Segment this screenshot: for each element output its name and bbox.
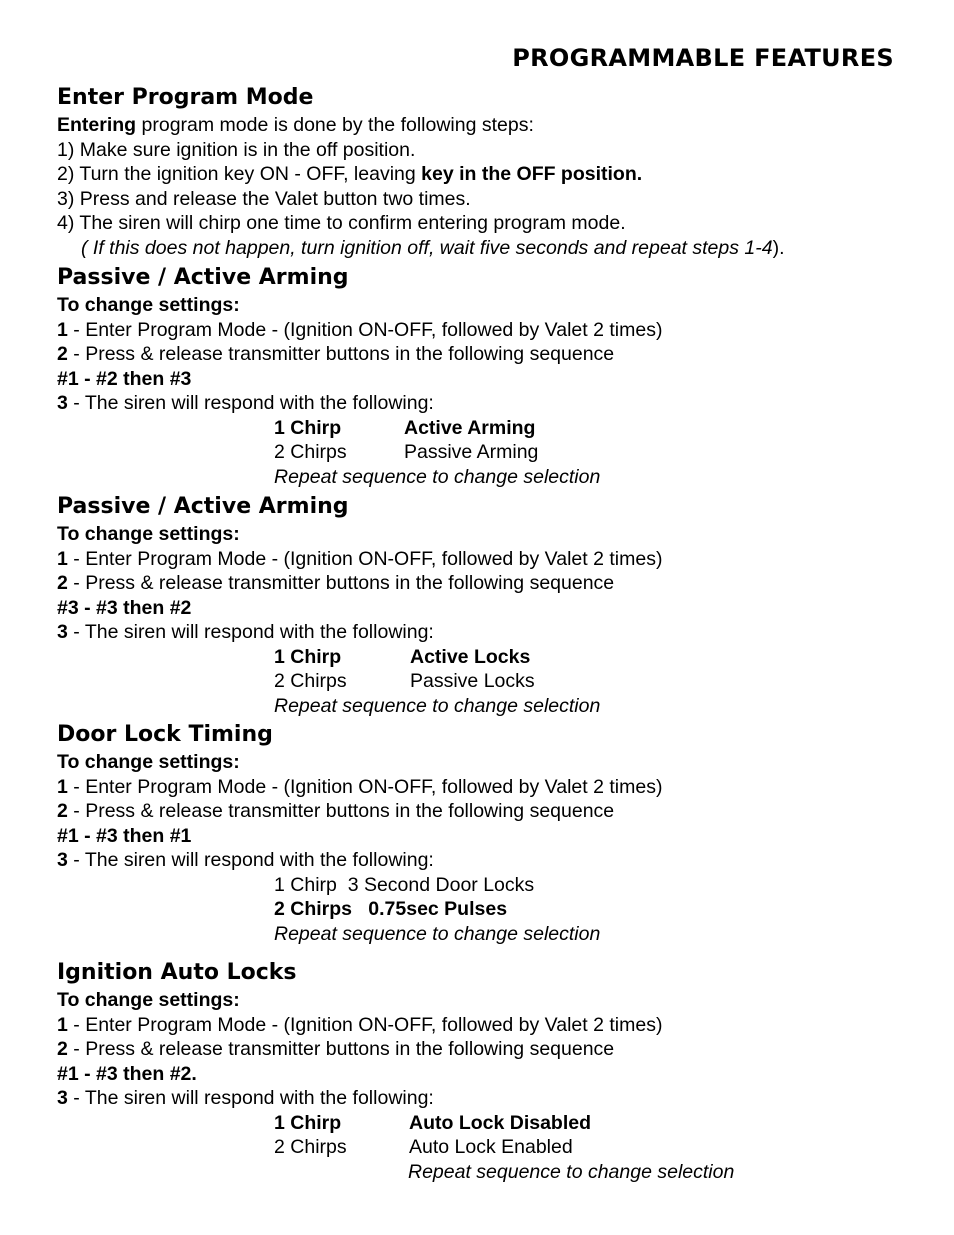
chirp-count: 2 Chirps bbox=[274, 1136, 347, 1158]
intro-bold: Entering bbox=[57, 114, 137, 136]
instruction-1 bbox=[57, 318, 917, 343]
repeat-note bbox=[57, 465, 917, 490]
chirp-option-text: 1 Chirp 3 Second Door Locks bbox=[274, 873, 535, 896]
step-number: 3 bbox=[57, 621, 68, 643]
to-change-label: To change settings: bbox=[57, 523, 240, 545]
to-change-label: To change settings: bbox=[57, 751, 240, 773]
button-sequence: #3 - #3 then #2 bbox=[57, 596, 192, 619]
section-title: Passive / Active Arming bbox=[57, 494, 349, 519]
option-1-chirp bbox=[57, 645, 917, 670]
chirp-result: Active Arming bbox=[404, 416, 536, 439]
instruction-1 bbox=[57, 547, 917, 572]
instruction-3 bbox=[57, 620, 917, 645]
step-number: 2 bbox=[57, 572, 68, 594]
step-2-text: 2) Turn the ignition key ON - OFF, leaving bbox=[57, 163, 422, 185]
to-change-label: To change settings: bbox=[57, 989, 240, 1011]
section-passive-active-locks bbox=[57, 492, 917, 718]
step-number: 2 bbox=[57, 343, 68, 365]
step-text: - Enter Program Mode - (Ignition ON-OFF, followed by Valet 2 times) bbox=[67, 1013, 663, 1036]
step-text: - Enter Program Mode - (Ignition ON-OFF, followed by Valet 2 times) bbox=[67, 775, 663, 798]
repeat-text: Repeat sequence to change selection bbox=[274, 922, 601, 945]
chirp-option-text: 2 Chirps 0.75sec Pulses bbox=[274, 898, 508, 920]
section-title: Passive / Active Arming bbox=[57, 265, 349, 290]
instruction-2 bbox=[57, 1037, 917, 1062]
note-italic: ( If this does not happen, turn ignition off, wait five seconds and repeat steps 1-4 bbox=[81, 236, 773, 259]
step-text: - The siren will respond with the following: bbox=[67, 621, 434, 643]
instruction-3 bbox=[57, 391, 917, 416]
instruction-2 bbox=[57, 799, 917, 824]
button-sequence: #1 - #3 then #1 bbox=[57, 824, 192, 847]
step-1: 1) Make sure ignition is in the off position. bbox=[57, 138, 416, 161]
section-title: Enter Program Mode bbox=[57, 85, 314, 110]
repeat-text: Repeat sequence to change selection bbox=[408, 1160, 735, 1183]
chirp-result: Passive Arming bbox=[404, 441, 539, 463]
instruction-3 bbox=[57, 1086, 917, 1111]
step-number: 3 bbox=[57, 1087, 68, 1109]
step-number: 3 bbox=[57, 392, 68, 414]
note-end: ). bbox=[772, 236, 785, 259]
option-2-chirps bbox=[57, 440, 917, 465]
step-number: 1 bbox=[57, 547, 68, 570]
page-title: PROGRAMMABLE FEATURES bbox=[512, 44, 894, 72]
option-2-chirps bbox=[57, 1135, 917, 1160]
intro-rest: program mode is done by the following steps: bbox=[136, 114, 534, 136]
instruction-2 bbox=[57, 571, 917, 596]
step-number: 1 bbox=[57, 1013, 68, 1036]
repeat-text: Repeat sequence to change selection bbox=[274, 694, 601, 717]
repeat-note bbox=[57, 694, 917, 719]
repeat-note bbox=[57, 1160, 917, 1185]
chirp-count: 1 Chirp bbox=[274, 1111, 342, 1134]
step-2-bold: key in the OFF position. bbox=[421, 163, 643, 185]
chirp-count: 2 Chirps bbox=[274, 670, 347, 692]
step-text: - The siren will respond with the following: bbox=[67, 1087, 434, 1109]
repeat-note bbox=[57, 922, 917, 947]
step-text: - The siren will respond with the following: bbox=[67, 392, 434, 414]
step-text: - Press & release transmitter buttons in the following sequence bbox=[67, 1038, 615, 1060]
step-number: 1 bbox=[57, 318, 68, 341]
option-1-chirp bbox=[57, 873, 917, 898]
section-ignition-auto-locks bbox=[57, 958, 917, 1184]
instruction-2 bbox=[57, 342, 917, 367]
step-3: 3) Press and release the Valet button two times. bbox=[57, 187, 471, 210]
step-text: - Press & release transmitter buttons in the following sequence bbox=[67, 800, 615, 822]
option-1-chirp bbox=[57, 416, 917, 441]
button-sequence: #1 - #2 then #3 bbox=[57, 367, 192, 390]
instruction-1 bbox=[57, 1013, 917, 1038]
section-enter-program-mode bbox=[57, 83, 917, 260]
section-passive-active-arming bbox=[57, 263, 917, 489]
to-change-label: To change settings: bbox=[57, 294, 240, 316]
option-2-chirps bbox=[57, 897, 917, 922]
chirp-count: 1 Chirp bbox=[274, 416, 342, 439]
section-door-lock-timing bbox=[57, 720, 917, 946]
step-number: 1 bbox=[57, 775, 68, 798]
section-title: Ignition Auto Locks bbox=[57, 960, 297, 985]
step-number: 2 bbox=[57, 800, 68, 822]
chirp-result: Active Locks bbox=[410, 645, 531, 668]
step-text: - Enter Program Mode - (Ignition ON-OFF, followed by Valet 2 times) bbox=[67, 318, 663, 341]
button-sequence: #1 - #3 then #2. bbox=[57, 1062, 197, 1085]
step-2 bbox=[57, 162, 917, 187]
step-4: 4) The siren will chirp one time to confirm entering program mode. bbox=[57, 212, 626, 234]
step-text: - Press & release transmitter buttons in the following sequence bbox=[67, 343, 615, 365]
option-2-chirps bbox=[57, 669, 917, 694]
step-number: 3 bbox=[57, 849, 68, 871]
repeat-text: Repeat sequence to change selection bbox=[274, 465, 601, 488]
instruction-1 bbox=[57, 775, 917, 800]
step-text: - Enter Program Mode - (Ignition ON-OFF, followed by Valet 2 times) bbox=[67, 547, 663, 570]
step-number: 2 bbox=[57, 1038, 68, 1060]
section-title: Door Lock Timing bbox=[57, 722, 273, 747]
chirp-count: 2 Chirps bbox=[274, 441, 347, 463]
step-text: - The siren will respond with the following: bbox=[67, 849, 434, 871]
note-line bbox=[57, 236, 917, 261]
intro-line bbox=[57, 113, 917, 138]
chirp-result: Auto Lock Enabled bbox=[409, 1136, 573, 1158]
chirp-count: 1 Chirp bbox=[274, 645, 342, 668]
chirp-result: Passive Locks bbox=[410, 670, 535, 692]
step-text: - Press & release transmitter buttons in the following sequence bbox=[67, 572, 615, 594]
chirp-result: Auto Lock Disabled bbox=[409, 1111, 592, 1134]
instruction-3 bbox=[57, 848, 917, 873]
option-1-chirp bbox=[57, 1111, 917, 1136]
